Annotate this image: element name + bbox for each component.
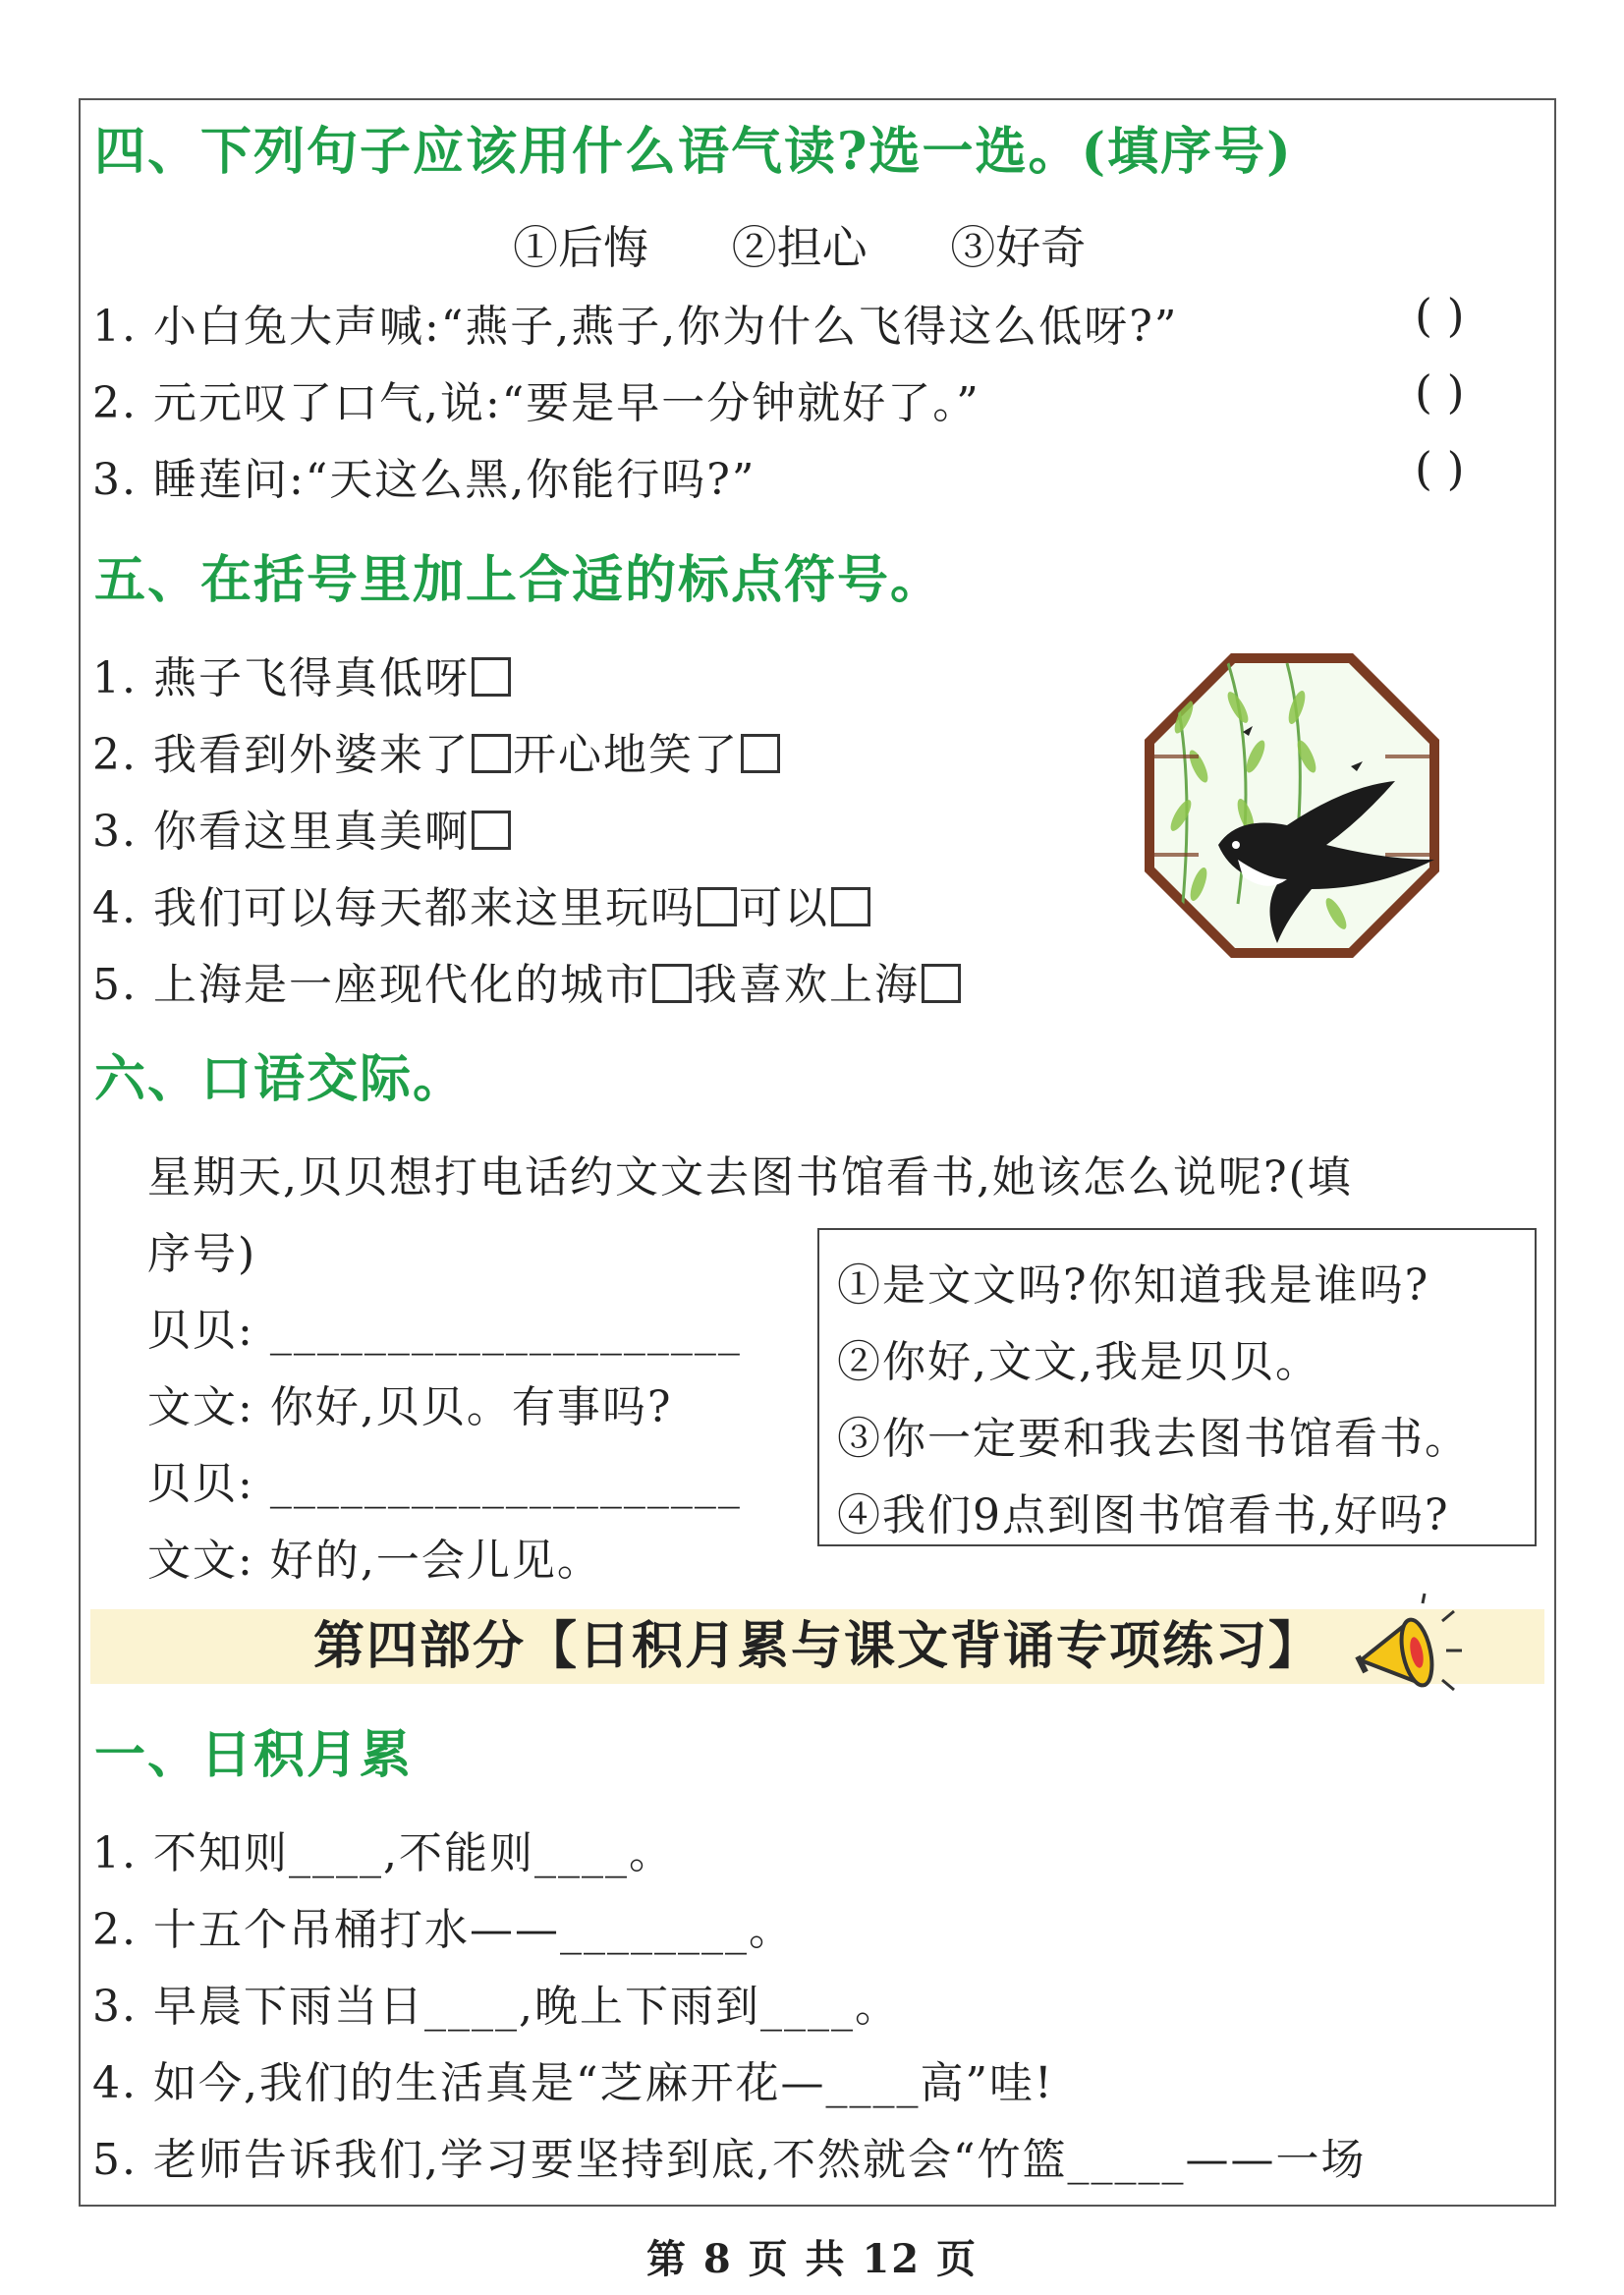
dialogue-text: 你好,贝贝。有事吗?: [269, 1382, 673, 1432]
punctuation-box[interactable]: [472, 811, 511, 850]
punctuation-box[interactable]: [831, 887, 870, 926]
answer-blank[interactable]: ( ): [1415, 442, 1465, 495]
s5-item-1: [92, 643, 513, 705]
p4-item-5: [92, 2124, 1366, 2187]
p4-item-2: [92, 1894, 794, 1957]
punctuation-box[interactable]: [472, 734, 511, 773]
page-footer: 第 8 页 共 12 页: [645, 2236, 979, 2282]
item-number: 5.: [92, 2135, 138, 2185]
option-worry: ②担心: [731, 221, 868, 274]
item-number: 2.: [92, 730, 138, 780]
item-text: 十五个吊桶打水——________。: [152, 1905, 794, 1955]
item-text: 不知则____,不能则____。: [152, 1828, 674, 1878]
punctuation-box[interactable]: [698, 887, 737, 926]
item-text: 元元叹了口气,说:“要是早一分钟就好了。”: [152, 378, 980, 428]
speaker: 文文:: [147, 1536, 254, 1586]
part4-title: 第四部分【日积月累与课文背诵专项练习】: [312, 1616, 1321, 1676]
choice-3: ③你一定要和我去图书馆看书。: [837, 1414, 1470, 1464]
choice-2: ②你好,文文,我是贝贝。: [837, 1337, 1320, 1387]
item-number: 1.: [92, 653, 138, 703]
item-number: 2.: [92, 1905, 138, 1955]
answer-line[interactable]: ____________________: [269, 1459, 742, 1509]
section4-title: 四、下列句子应该用什么语气读?选一选。(填序号): [94, 122, 1293, 182]
section6-title: 六、口语交际。: [94, 1049, 467, 1109]
p4-item-4: [92, 2047, 1054, 2110]
option-regret: ①后悔: [513, 221, 648, 274]
item-number: 4.: [92, 2058, 138, 2108]
p4-item-3: [92, 1971, 900, 2034]
s4-item-1: [92, 291, 1178, 354]
dialogue-text: 好的,一会儿见。: [269, 1536, 602, 1586]
option-curious: ③好奇: [950, 221, 1087, 274]
megaphone-icon: [1346, 1592, 1474, 1700]
item-text: 上海是一座现代化的城市: [152, 960, 650, 1010]
item-number: 3.: [92, 1982, 138, 2032]
part4-subsection-title: 一、日积月累: [94, 1725, 414, 1785]
choice-4: ④我们9点到图书馆看书,好吗?: [837, 1490, 1450, 1540]
item-text: 可以: [738, 883, 829, 933]
item-number: 4.: [92, 883, 138, 933]
dialogue-line-1: [147, 1295, 742, 1358]
prompt-line-2: 序号): [147, 1229, 257, 1279]
dialogue-line-2: [147, 1371, 672, 1434]
item-number: 1.: [92, 1828, 138, 1878]
item-text: 我们可以每天都来这里玩吗: [152, 883, 696, 933]
item-text: 小白兔大声喊:“燕子,燕子,你为什么飞得这么低呀?”: [152, 302, 1179, 352]
p4-item-1: [92, 1818, 674, 1880]
item-number: 3.: [92, 807, 138, 857]
choice-1: ①是文文吗?你知道我是谁吗?: [837, 1260, 1430, 1311]
item-text: 睡莲问:“天这么黑,你能行吗?”: [152, 455, 756, 505]
item-number: 3.: [92, 455, 138, 505]
item-number: 5.: [92, 960, 138, 1010]
item-number: 1.: [92, 302, 138, 352]
item-text: 燕子飞得真低呀: [152, 653, 470, 703]
dialogue-line-4: [147, 1525, 602, 1588]
item-text: 老师告诉我们,学习要坚持到底,不然就会“竹篮_____——一场: [152, 2135, 1367, 2185]
s4-item-2: [92, 367, 980, 430]
item-number: 2.: [92, 378, 138, 428]
punctuation-box[interactable]: [922, 964, 961, 1003]
swallow-window-illustration: [1140, 648, 1444, 963]
item-text: 我看到外婆来了: [152, 730, 470, 780]
s4-item-3: [92, 444, 756, 507]
item-text: 我喜欢上海: [693, 960, 920, 1010]
tone-options: [513, 212, 1154, 277]
item-text: 如今,我们的生活真是“芝麻开花—____高”哇!: [152, 2058, 1054, 2108]
choices-box: [817, 1228, 1537, 1546]
punctuation-box[interactable]: [652, 964, 692, 1003]
speaker: 贝贝:: [147, 1306, 254, 1356]
s5-item-5: [92, 949, 963, 1012]
s5-item-4: [92, 872, 872, 935]
part4-banner: [90, 1609, 1544, 1684]
speaker: 贝贝:: [147, 1459, 254, 1509]
s5-item-2: [92, 719, 782, 782]
answer-line[interactable]: ____________________: [269, 1306, 742, 1356]
section5-title: 五、在括号里加上合适的标点符号。: [94, 550, 944, 610]
item-text: 早晨下雨当日____,晚上下雨到____。: [152, 1982, 900, 2032]
item-text: 你看这里真美啊: [152, 807, 470, 857]
dialogue-line-3: [147, 1448, 742, 1511]
speaker: 文文:: [147, 1382, 254, 1432]
punctuation-box[interactable]: [741, 734, 780, 773]
answer-blank[interactable]: ( ): [1415, 365, 1465, 419]
s5-item-3: [92, 796, 513, 859]
prompt-line-1: 星期天,贝贝想打电话约文文去图书馆看书,她该怎么说呢?(填: [147, 1152, 1353, 1203]
punctuation-box[interactable]: [472, 657, 511, 697]
answer-blank[interactable]: ( ): [1415, 289, 1465, 342]
item-text: 开心地笑了: [512, 730, 739, 780]
